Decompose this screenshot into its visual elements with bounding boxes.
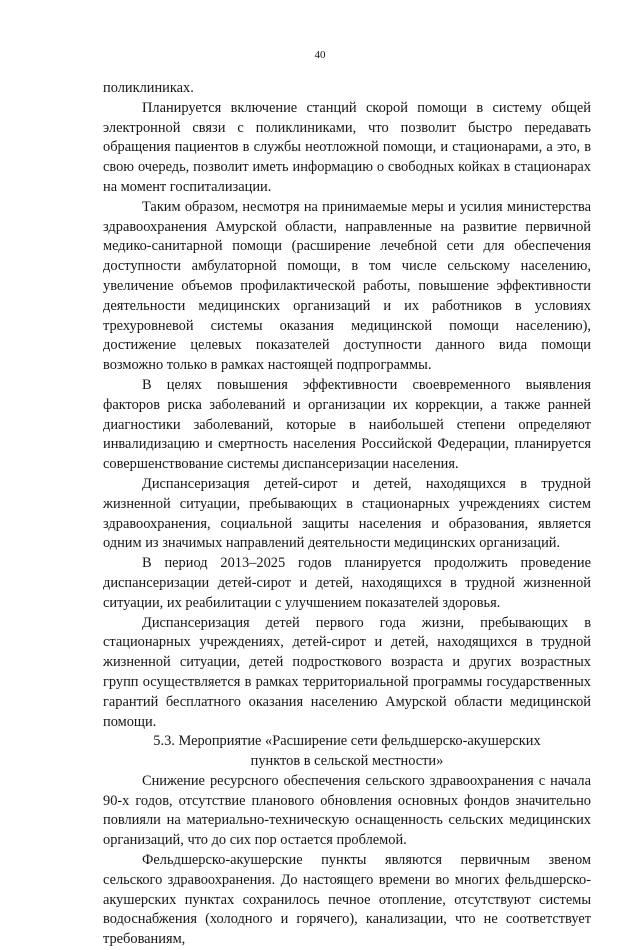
paragraph: Диспансеризация детей-сирот и детей, находящихся в трудной жизненной ситуации, пребывающих в стационарных учреждениях систем здравоохранения, социальной защиты населения и образования, является одним из значимых направлений деятельности медицинских организаций.	[103, 475, 591, 552]
document-body	[103, 79, 591, 950]
paragraph: Планируется включение станций скорой помощи в систему общей электронной связи с поликлиниками, что позволит быстро передавать обращения пациентов в службы неотложной помощи, и стационарами, а это, в свою очередь, позволит иметь информацию о свободных койках в стационарах на момент госпитализации.	[103, 99, 591, 195]
section-heading	[103, 732, 591, 772]
paragraph: В целях повышения эффективности своевременного выявления факторов риска заболеваний и организации их коррекции, а также ранней диагностики заболеваний, которые в наибольшей степени определяют инвалидизацию и смертность населения Российской Федерации, планируется совершенствование системы диспансеризации населения.	[103, 376, 591, 473]
paragraph: поликлиниках.	[103, 80, 194, 96]
section-heading-line-2: пунктов в сельской местности»	[250, 753, 444, 770]
section-heading-line-1: 5.3. Мероприятие «Расширение сети фельдшерско-акушерских	[153, 733, 541, 750]
paragraph: В период 2013–2025 годов планируется продолжить проведение диспансеризации детей-сирот и детей, находящихся в трудной жизненной ситуации, их реабилитации с улучшением показателей здоровья.	[103, 555, 591, 611]
paragraph: Снижение ресурсного обеспечения сельского здравоохранения с начала 90-х годов, отсутствие планового обновления основных фондов значительно повлияли на материально-техническую оснащенность сельских медицинских организаций, что до сих пор остается проблемой.	[103, 772, 591, 849]
paragraph: Таким образом, несмотря на принимаемые меры и усилия министерства здравоохранения Амурской области, направленные на развитие первичной медико-санитарной помощи (расширение лечебной сети для обеспечения доступности амбулаторной помощи, в том числе сельскому населению, увеличение объемов профилактической работы, повышение эффективности деятельности медицинских организаций и их работников в условиях трехуровневой системы оказания медицинской помощи населению), достижение целевых показателей доступности данного вида помощи возможно только в рамках настоящей подпрограммы.	[103, 198, 591, 374]
paragraph: Фельдшерско-акушерские пункты являются первичным звеном сельского здравоохранения. До настоящего времени во многих фельдшерско-акушерских пунктах сохранилось печное отопление, отсутствуют системы водоснабжения (холодного и горячего), канализации, что не соответствует требованиям,	[103, 852, 591, 948]
page-number: 40	[314, 49, 326, 61]
paragraph: Диспансеризация детей первого года жизни, пребывающих в стационарных учреждениях, детей-сирот и детей, находящихся в трудной жизненной ситуации, детей подросткового возраста и других возрастных групп осуществляется в рамках территориальной программы государственных гарантий бесплатного оказания населению Амурской области медицинской помощи.	[103, 614, 591, 730]
